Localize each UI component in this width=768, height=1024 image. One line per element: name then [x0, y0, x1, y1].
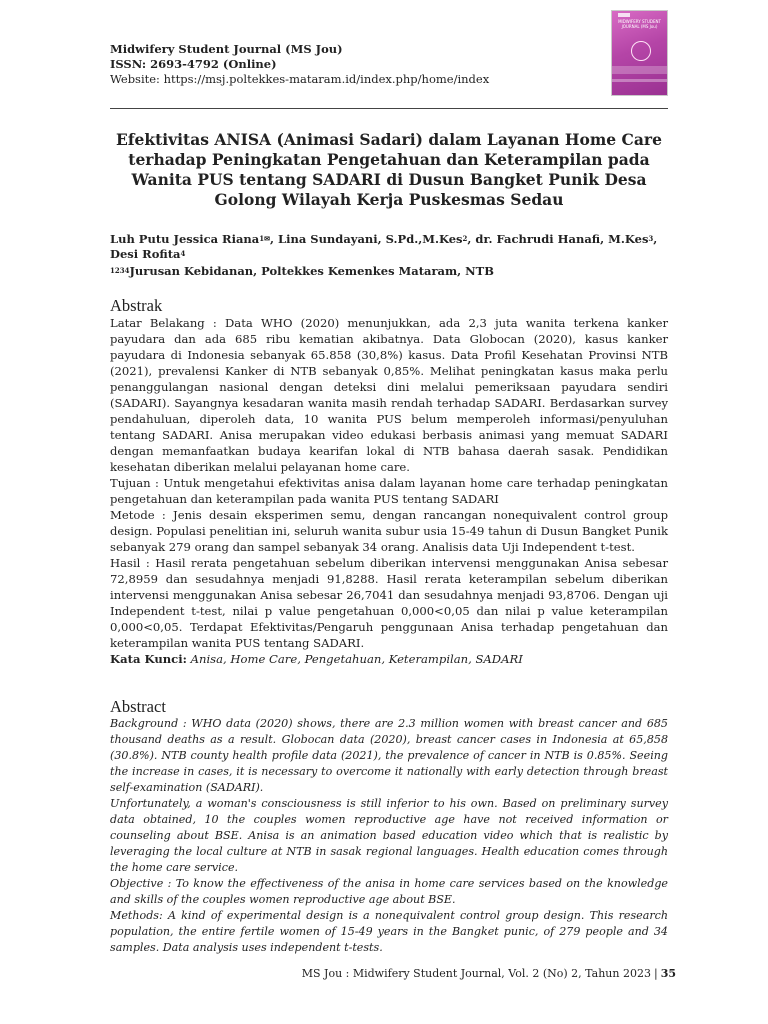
author-name: Desi Rofita: [110, 247, 181, 261]
journal-website[interactable]: Website: https://msj.poltekkes-mataram.id/index.php/home/index: [110, 72, 490, 86]
journal-cover-image: [611, 10, 668, 96]
author-superscript: 2: [462, 234, 468, 243]
journal-issn: ISSN: 2693-4792 (Online): [110, 57, 277, 71]
author-list: [110, 232, 670, 262]
abstrak-section: [110, 296, 668, 667]
author-separator: ,: [269, 232, 278, 246]
footer-separator: |: [653, 967, 658, 980]
abstract-section: [110, 697, 668, 956]
cover-band-thin: [612, 79, 667, 82]
page-footer: [302, 967, 676, 981]
abstrak-heading: Abstrak: [110, 296, 163, 315]
affiliation-superscript: 1234: [110, 266, 130, 275]
author-name: dr. Fachrudi Hanafi, M.Kes: [475, 232, 649, 246]
author-superscript: 1✉: [259, 234, 270, 243]
abstrak-objective: Tujuan : Untuk mengetahui efektivitas anisa dalam layanan home care terhadap peningkatan pengetahuan dan keterampilan pada wanita PUS tentang SADARI: [110, 476, 668, 506]
affiliation: [110, 264, 670, 279]
keywords-line: [110, 651, 668, 667]
author-separator: ,: [467, 232, 476, 246]
journal-name: Midwifery Student Journal (MS Jou): [110, 42, 343, 56]
cover-tag: [618, 13, 630, 17]
cover-band: [612, 66, 667, 74]
abstract-background-continued: Unfortunately, a woman's consciousness is still inferior to his own. Based on preliminary survey data obtained, 10 the couples women reproductive age have not received information or counseling about BSE. Anisa is an animation based education video which that is realistic by leveraging the local culture at NTB in sasak regional languages. Health education comes through the home care service.: [110, 797, 668, 874]
author-name: Lina Sundayani, S.Pd.,M.Kes: [278, 232, 463, 246]
keywords-label: Kata Kunci:: [110, 652, 187, 666]
author-superscript: 4: [180, 249, 186, 258]
article-title: Efektivitas ANISA (Animasi Sadari) dalam Layanan Home Care terhadap Peningkatan Pengetahuan dan Keterampilan pada Wanita PUS tentang SADARI di Dusun Bangket Punik Desa Golong Wilayah Kerja Puskesmas Sedau: [116, 130, 662, 209]
footer-citation: MS Jou : Midwifery Student Journal, Vol. 2 (No) 2, Tahun 2023: [301, 967, 651, 980]
abstrak-method: Metode : Jenis desain eksperimen semu, dengan rancangan nonequivalent control group design. Populasi penelitian ini, seluruh wanita subur usia 15-49 tahun di Dusun Bangket Punik sebanyak 279 orang dan sampel sebanyak 34 orang. Analisis data Uji Independent t-test.: [110, 508, 668, 554]
affiliation-text: Jurusan Kebidanan, Poltekkes Kemenkes Mataram, NTB: [129, 264, 494, 278]
author-name: Luh Putu Jessica Riana: [110, 232, 260, 246]
page-number: 35: [660, 967, 676, 980]
keywords-text: Anisa, Home Care, Pengetahuan, Keterampilan, SADARI: [190, 652, 523, 666]
cover-emblem-icon: [631, 41, 651, 61]
header-divider: [110, 108, 668, 109]
abstrak-background: Latar Belakang : Data WHO (2020) menunjukkan, ada 2,3 juta wanita terkena kanker payudara dan ada 685 ribu kematian akibatnya. Data Globocan (2020), kasus kanker payudara di Indonesia sebanyak 65.858 (30,8%) kasus. Data Profil Kesehatan Provinsi NTB (2021), prevalensi Kanker di NTB sebanyak 0,85%. Melihat peningkatan kasus maka perlu penanggulangan nasional dengan deteksi dini melalui pemeriksaan payudara sendiri (SADARI). Sayangnya kesadaran wanita masih rendah terhadap SADARI. Berdasarkan survey pendahuluan, diperoleh data, 10 wanita PUS belum memperoleh informasi/penyuluhan tentang SADARI. Anisa merupakan video edukasi berbasis animasi yang memuat SADARI dengan memanfaatkan budaya kearifan lokal di NTB bahasa daerah sasak. Pendidikan kesehatan diberikan melalui pelayanan home care.: [110, 316, 668, 474]
author-superscript: 3: [648, 234, 654, 243]
cover-title: MIDWIFERY STUDENT JOURNAL (MS Jou): [618, 19, 661, 29]
journal-header: [110, 42, 590, 87]
abstract-methods: Methods: A kind of experimental design is a nonequivalent control group design. This research population, the entire fertile women of 15-49 years in the Bangket punic, of 279 people and 34 samples. Data analysis uses independent t-tests.: [110, 909, 668, 954]
abstract-background: Background : WHO data (2020) shows, there are 2.3 million women with breast cancer and 685 thousand deaths as a result. Globocan data (2020), breast cancer cases in Indonesia at 65,858 (30.8%). NTB county health profile data (2021), the prevalence of cancer in NTB is 0.85%. Seeing the increase in cases, it is necessary to overcome it nationally with early detection through breast self-examination (SADARI).: [110, 717, 668, 794]
author-separator: ,: [653, 232, 658, 246]
abstract-objective: Objective : To know the effectiveness of the anisa in home care services based on the knowledge and skills of the couples women reproductive age about BSE.: [110, 877, 668, 906]
abstract-heading: Abstract: [110, 697, 166, 716]
abstrak-results: Hasil : Hasil rerata pengetahuan sebelum diberikan intervensi menggunakan Anisa sebesar 72,8959 dan sesudahnya menjadi 91,8288. Hasil rerata keterampilan sebelum diberikan intervensi menggunakan Anisa sebesar 26,7041 dan sesudahnya menjadi 93,8706. Dengan uji Independent t-test, nilai p value pengetahuan 0,000<0,05 dan nilai p value keterampilan 0,000<0,05. Terdapat Efektivitas/Pengaruh penggunaan Anisa terhadap pengetahuan dan keterampilan wanita PUS tentang SADARI.: [110, 556, 668, 650]
